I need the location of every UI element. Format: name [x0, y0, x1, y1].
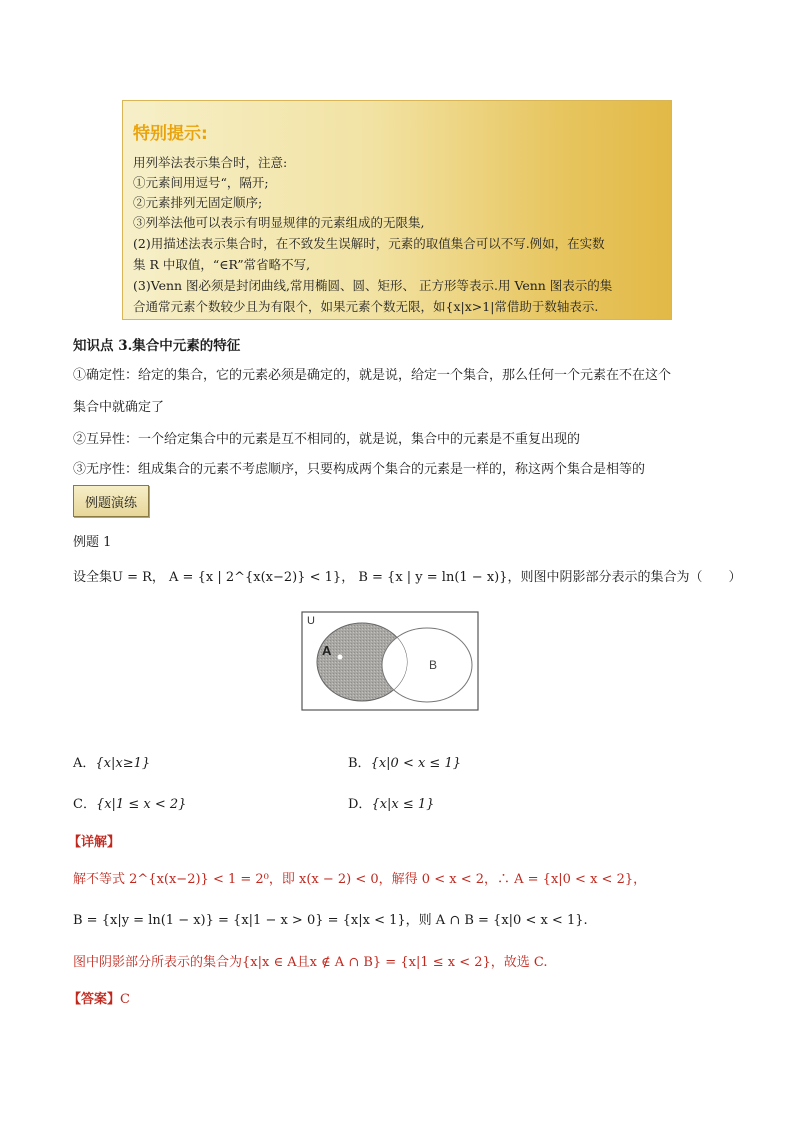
- example-question: 设全集U = R， A = {x | 2^{x(x−2)} < 1}， B = {x | y = ln(1 − x)}，则图中阴影部分表示的集合为（ ）: [73, 570, 742, 585]
- tip-line: (3)Venn 图必须是封闭曲线,常用椭圆、圆、矩形、 正方形等表示.用 Venn 图表示的集: [133, 278, 613, 293]
- option-letter: B．: [348, 756, 371, 771]
- option-b[interactable]: [348, 752, 461, 771]
- universe-label: U: [307, 615, 315, 627]
- option-letter: C．: [73, 797, 96, 812]
- answer-label: 【答案】: [68, 992, 121, 1007]
- option-a[interactable]: [73, 752, 150, 771]
- option-letter: A．: [73, 756, 96, 771]
- special-tip-box: [122, 100, 672, 320]
- tip-line: 合通常元素个数较少且为有限个，如果元素个数无限，如{x|x>1|常借助于数轴表示.: [133, 299, 599, 314]
- tip-line: 集 R 中取值，“∈R”常省略不写,: [133, 257, 311, 272]
- option-text: {x|1 ≤ x < 2}: [95, 797, 187, 812]
- option-text: {x|x≥1}: [95, 756, 151, 771]
- knowledge-point-title: 知识点 3.集合中元素的特征: [73, 338, 241, 354]
- answer-row: [68, 988, 130, 1007]
- tip-line: 用列举法表示集合时，注意:: [133, 155, 288, 170]
- knowledge-item: 集合中就确定了: [73, 400, 165, 415]
- option-d[interactable]: [348, 793, 434, 812]
- option-text: {x|x ≤ 1}: [371, 797, 435, 812]
- example-practice-button[interactable]: 例题演练: [73, 485, 149, 517]
- option-text: {x|0 < x ≤ 1}: [370, 756, 462, 771]
- option-c[interactable]: [73, 793, 186, 812]
- example-label: 例题 1: [73, 535, 112, 550]
- answer-value: C: [120, 992, 130, 1007]
- set-a-label: A: [322, 643, 332, 658]
- tip-title: 特别提示:: [133, 124, 208, 144]
- knowledge-item: ③无序性：组成集合的元素不考虑顺序，只要构成两个集合的元素是一样的，称这两个集合是相等的: [73, 462, 646, 477]
- option-letter: D．: [348, 797, 372, 812]
- venn-diagram: [300, 610, 480, 712]
- solution-line: 图中阴影部分所表示的集合为{x|x ∈ A且x ∉ A ∩ B} = {x|1 ≤ x < 2}，故选 C.: [73, 955, 548, 970]
- tip-line: ③列举法他可以表示有明显规律的元素组成的无限集,: [133, 215, 425, 230]
- set-b-label: B: [429, 658, 438, 672]
- tip-line: (2)用描述法表示集合时，在不致发生误解时，元素的取值集合可以不写.例如，在实数: [133, 236, 605, 251]
- point-marker: [338, 655, 343, 660]
- solution-line: 解不等式 2^{x(x−2)} < 1 = 2⁰，即 x(x − 2) < 0，解得 0 < x < 2，∴ A = {x|0 < x < 2}，: [73, 872, 647, 887]
- knowledge-item: ②互异性：一个给定集合中的元素是互不相同的，就是说，集合中的元素是不重复出现的: [73, 432, 581, 447]
- tip-line: ②元素排列无固定顺序;: [133, 195, 263, 210]
- detail-label: 【详解】: [68, 835, 121, 850]
- knowledge-item: ①确定性：给定的集合，它的元素必须是确定的，就是说，给定一个集合，那么任何一个元素在不在这个: [73, 368, 672, 383]
- tip-line: ①元素间用逗号“，隔开;: [133, 175, 269, 190]
- solution-line: B = {x|y = ln(1 − x)} = {x|1 − x > 0} = {x|x < 1}，则 A ∩ B = {x|0 < x < 1}.: [73, 913, 588, 928]
